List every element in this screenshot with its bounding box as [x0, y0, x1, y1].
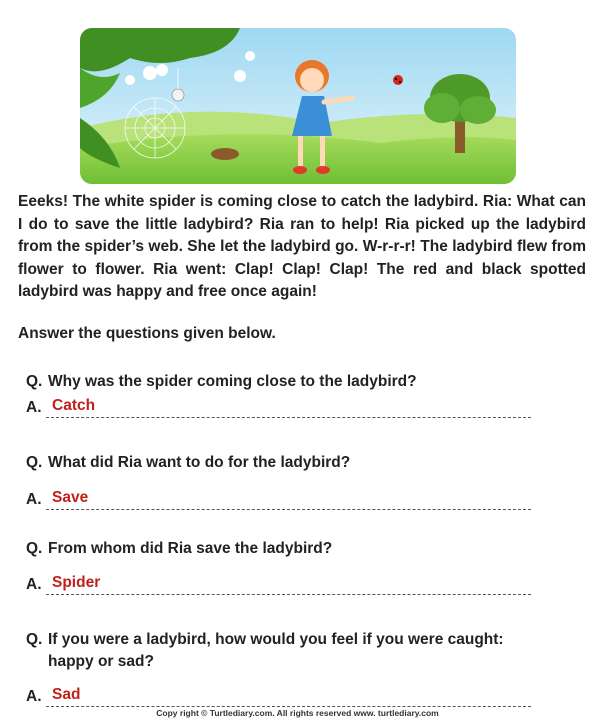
- question-label: Q.: [26, 631, 43, 648]
- question-3: [26, 538, 526, 560]
- question-text: Why was the spider coming close to the ladybird?: [48, 373, 417, 390]
- answer-line: [46, 509, 531, 510]
- answer-1[interactable]: [26, 397, 531, 421]
- answer-label: A.: [26, 688, 42, 705]
- answer-line: [46, 706, 531, 707]
- answer-4[interactable]: [26, 686, 531, 710]
- girl-spider-ladybird-picture: [80, 28, 516, 184]
- question-label: Q.: [26, 454, 43, 471]
- question-label: Q.: [26, 373, 43, 390]
- answer-text: Catch: [52, 397, 96, 414]
- answer-line: [46, 594, 531, 595]
- answer-text: Save: [52, 489, 89, 506]
- copyright-footer: Copy right © Turtlediary.com. All rights reserved www. turtlediary.com: [156, 708, 439, 718]
- question-1: [26, 371, 526, 393]
- story-paragraph: Eeeks! The white spider is coming close to catch the ladybird. Ria: What can I do to save the little ladybird? Ria ran to help! Ria picked up the ladybird from the spider’s web. She let the ladybird go. W-r-r-r! The ladybird flew from flower to flower. Ria went: Clap! Clap! Clap! The red and black spotted ladybird was happy and free once again!: [18, 193, 586, 300]
- story-illustration: [80, 28, 516, 184]
- answer-label: A.: [26, 576, 42, 593]
- instruction-text: Answer the questions given below.: [18, 325, 276, 342]
- question-text: From whom did Ria save the ladybird?: [48, 540, 333, 557]
- answer-3[interactable]: [26, 574, 531, 598]
- question-2: [26, 452, 526, 474]
- answer-line: [46, 417, 531, 418]
- question-4: [26, 629, 526, 673]
- answer-2[interactable]: [26, 489, 531, 513]
- question-label: Q.: [26, 540, 43, 557]
- answer-label: A.: [26, 491, 42, 508]
- answer-text: Spider: [52, 574, 101, 591]
- answer-label: A.: [26, 399, 42, 416]
- answer-text: Sad: [52, 686, 81, 703]
- question-text: What did Ria want to do for the ladybird?: [48, 454, 351, 471]
- question-text: If you were a ladybird, how would you feel if you were caught: happy or sad?: [48, 631, 504, 670]
